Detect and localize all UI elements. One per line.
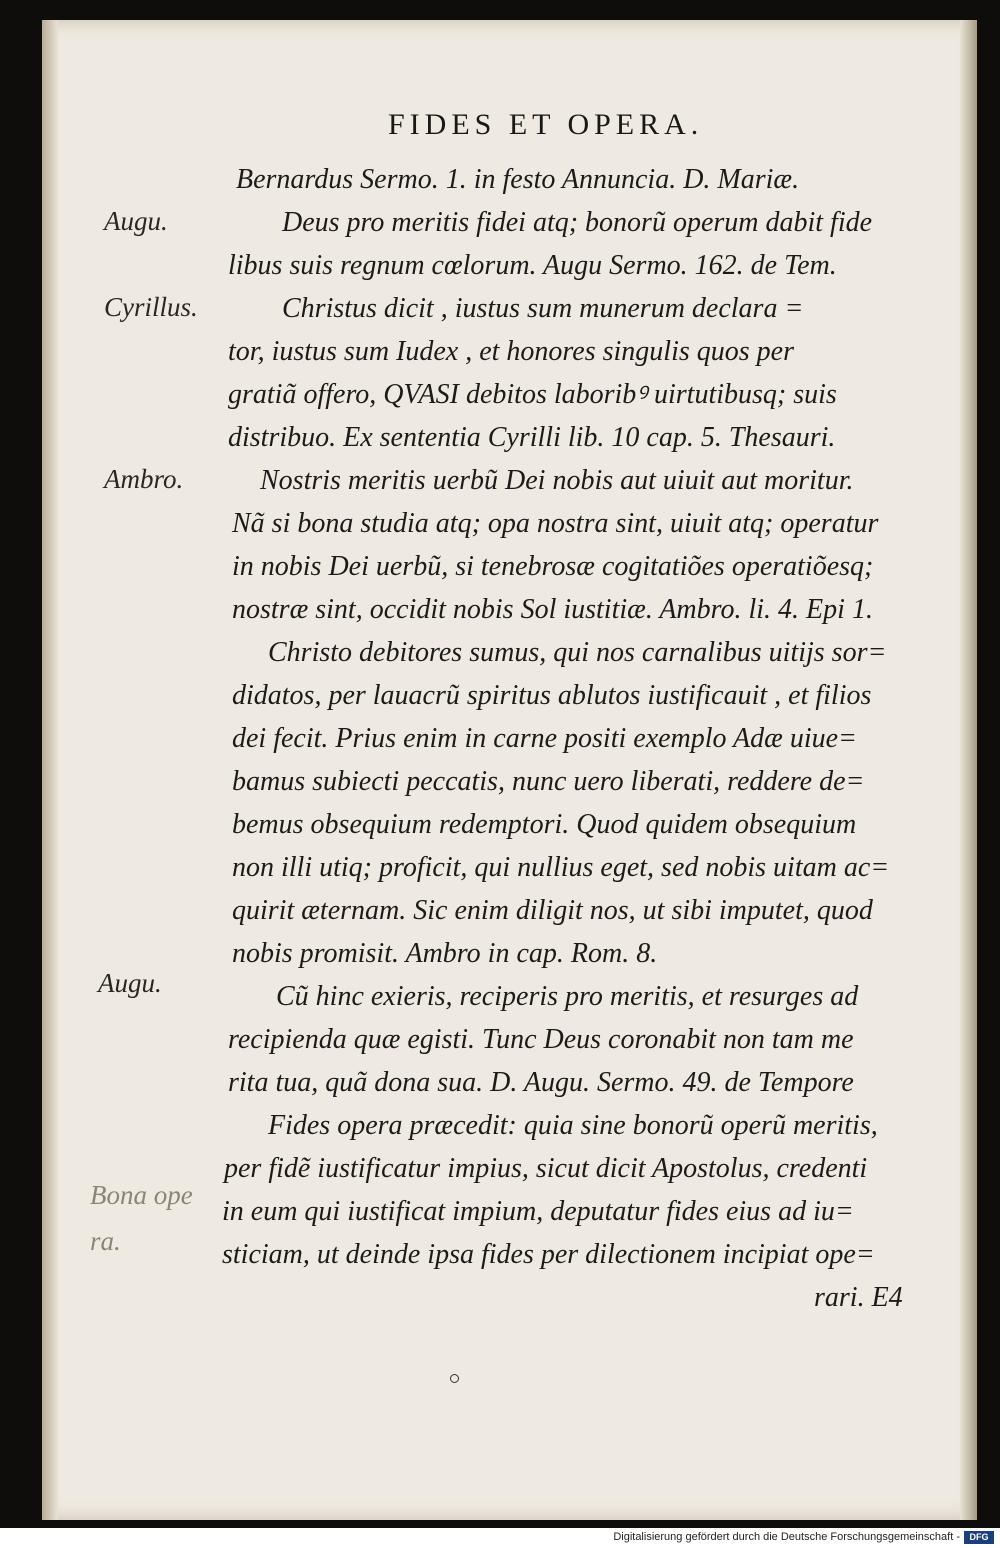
text-line: per fidẽ iustificatur impius, sicut dicit Apostolus, credenti: [224, 1153, 868, 1184]
page-left-edge: [42, 20, 58, 1520]
text-line: Christo debitores sumus, qui nos carnalibus uitijs sor=: [268, 637, 887, 668]
running-head: FIDES ET OPERA.: [388, 108, 704, 141]
text-line: sticiam, ut deinde ipsa fides per dilectionem incipiat ope=: [222, 1239, 875, 1270]
text-line: recipienda quæ egisti. Tunc Deus coronabit non tam me: [228, 1024, 854, 1055]
text-line: Bernardus Sermo. 1. in festo Annuncia. D. Mariæ.: [236, 164, 800, 195]
margin-note: Cyrillus.: [104, 292, 198, 322]
dfg-logo: DFG: [964, 1531, 994, 1544]
page-right-edge: [960, 20, 977, 1520]
text-line: distribuo. Ex sententia Cyrilli lib. 10 cap. 5. Thesauri.: [228, 422, 836, 453]
page-mark-dot: [450, 1374, 459, 1383]
text-line: in nobis Dei uerbũ, si tenebrosæ cogitatiões operatiõesq;: [232, 551, 874, 582]
text-line: dei fecit. Prius enim in carne positi exemplo Adæ uiue=: [232, 723, 857, 754]
text-line: nobis promisit. Ambro in cap. Rom. 8.: [232, 938, 658, 969]
margin-note: Bona ope: [90, 1180, 193, 1210]
text-line: non illi utiq; proficit, qui nullius eget, sed nobis uitam ac=: [232, 852, 890, 883]
margin-note: Ambro.: [104, 464, 184, 494]
text-line: tor, iustus sum Iudex , et honores singulis quos per: [228, 336, 794, 367]
text-line: Fides opera præcedit: quia sine bonorũ operũ meritis,: [268, 1110, 878, 1141]
text-line: quirit æternam. Sic enim diligit nos, ut sibi imputet, quod: [232, 895, 873, 926]
margin-note: Augu.: [98, 968, 162, 998]
text-line: rita tua, quã dona sua. D. Augu. Sermo. 49. de Tempore: [228, 1067, 854, 1098]
text-line: Nostris meritis uerbũ Dei nobis aut uiuit aut moritur.: [260, 465, 854, 496]
text-line: bemus obsequium redemptori. Quod quidem obsequium: [232, 809, 857, 840]
text-line: in eum qui iustificat impium, deputatur fides eius ad iu=: [222, 1196, 854, 1227]
text-line: libus suis regnum cœlorum. Augu Sermo. 162. de Tem.: [228, 250, 837, 281]
margin-note: Augu.: [104, 206, 168, 236]
footer-bar: [0, 1528, 1000, 1548]
margin-note: ra.: [90, 1226, 121, 1256]
text-line: Christus dicit , iustus sum munerum declara =: [282, 293, 804, 324]
footer-credit: Digitalisierung gefördert durch die Deutsche Forschungsgemeinschaft -: [613, 1531, 960, 1543]
text-line: bamus subiecti peccatis, nunc uero liberati, reddere de=: [232, 766, 865, 797]
text-line: gratiã offero, QVASI debitos laboribꝰ uirtutibusq; suis: [228, 379, 837, 410]
text-line: Nã si bona studia atq; opa nostra sint, uiuit atq; operatur: [232, 508, 879, 539]
text-line: Cũ hinc exieris, reciperis pro meritis, et resurges ad: [276, 981, 859, 1012]
text-line: didatos, per lauacrũ spiritus ablutos iustificauit , et filios: [232, 680, 872, 711]
text-line: Deus pro meritis fidei atq; bonorũ operum dabit fide: [282, 207, 873, 238]
text-line: nostræ sint, occidit nobis Sol iustitiæ. Ambro. li. 4. Epi 1.: [232, 594, 873, 625]
text-line: rari. E4: [814, 1282, 903, 1313]
